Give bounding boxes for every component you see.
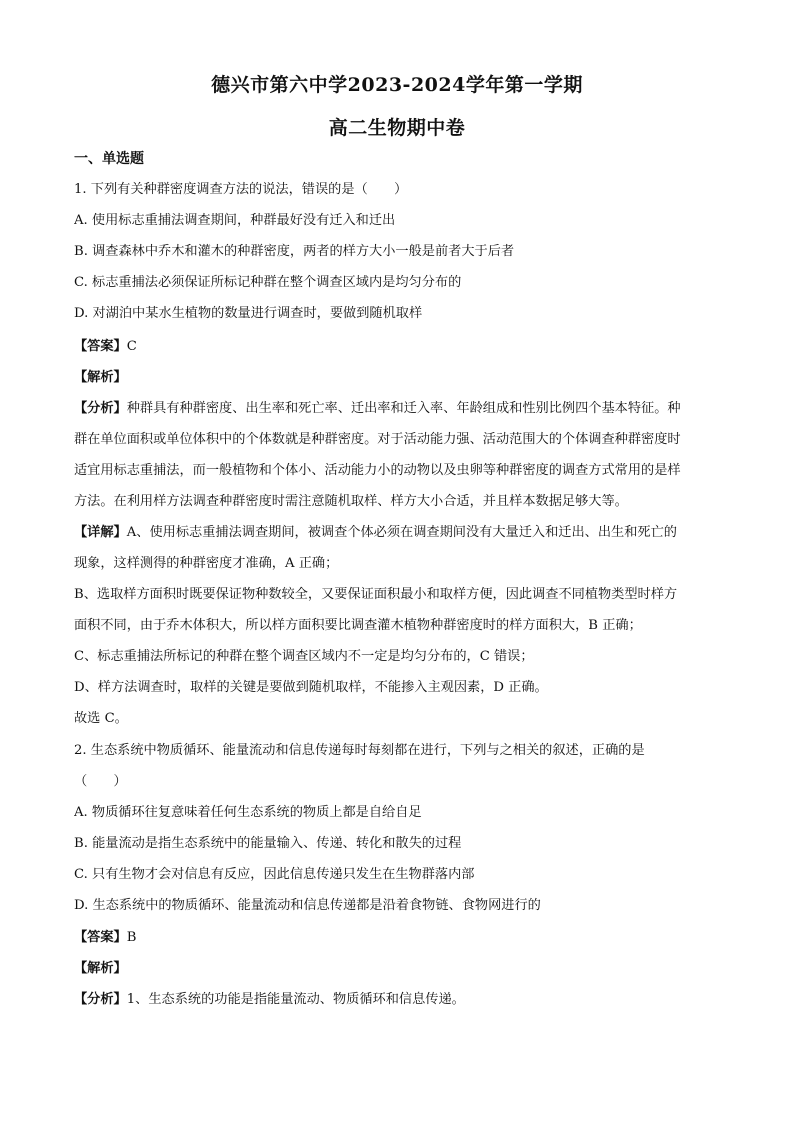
xiangjie-tag: 【详解】 <box>74 525 127 540</box>
answer-tag: 【答案】 <box>74 930 127 945</box>
question-2-answer <box>74 929 722 947</box>
question-1-xiangjie-line-2: 现象，这样测得的种群密度才准确，A 正确； <box>74 556 339 571</box>
answer-value: C <box>126 339 137 354</box>
answer-tag: 【答案】 <box>74 339 127 354</box>
question-1-option-c: C. 标志重捕法必须保证所标记种群在整个调查区域内是均匀分布的 <box>74 275 462 290</box>
fenxi-tag: 【分析】 <box>74 401 127 416</box>
question-1-fenxi-line-2: 群在单位面积或单位体积中的个体数就是种群密度。对于活动能力强、活动范围大的个体调查种群密度时 <box>74 432 681 447</box>
question-2-option-b: B. 能量流动是指生态系统中的能量输入、传递、转化和散失的过程 <box>74 836 462 851</box>
question-1-stem: 1. 下列有关种群密度调查方法的说法，错误的是（ ） <box>74 182 408 197</box>
question-1-xiangjie-line-3: B、选取样方面积时既要保证物种数较全，又要保证面积最小和取样方便，因此调查不同植物类型时样方 <box>74 587 678 602</box>
fenxi-tag: 【分析】 <box>74 992 127 1007</box>
question-2-stem-line-2: （ ） <box>74 774 127 789</box>
document-title: 德兴市第六中学2023-2024学年第一学期 <box>211 74 583 96</box>
question-1-fenxi-line-1 <box>74 400 722 418</box>
question-1-xiangjie-line-4: 面积不同，由于乔木体积大，所以样方面积要比调查灌木植物种群密度时的样方面积大，B 正确； <box>74 618 642 633</box>
question-2-fenxi-line-1 <box>74 991 722 1009</box>
question-1-xiangjie-line-6: D、样方法调查时，取样的关键是要做到随机取样，不能掺入主观因素，D 正确。 <box>74 680 548 695</box>
question-2-option-d: D. 生态系统中的物质循环、能量流动和信息传递都是沿着食物链、食物网进行的 <box>74 898 541 913</box>
question-1-xiangjie-line-5: C、标志重捕法所标记的种群在整个调查区域内不一定是均匀分布的，C 错误； <box>74 649 534 664</box>
fenxi-text: 种群具有种群密度、出生率和死亡率、迁出率和迁入率、年龄组成和性别比例四个基本特征。种 <box>126 401 681 416</box>
question-1-xiangjie-line-1 <box>74 524 722 542</box>
answer-value: B <box>126 930 137 945</box>
question-1-option-d: D. 对湖泊中某水生植物的数量进行调查时，要做到随机取样 <box>74 306 423 321</box>
fenxi-text: 1、生态系统的功能是指能量流动、物质循环和信息传递。 <box>126 992 465 1007</box>
question-2-stem-line-1: 2. 生态系统中物质循环、能量流动和信息传递每时每刻都在进行，下列与之相关的叙述，正确的是 <box>74 743 645 758</box>
xiangjie-text: A、使用标志重捕法调查期间，被调查个体必须在调查期间没有大量迁入和迁出、出生和死亡的 <box>126 525 677 540</box>
question-1-answer <box>74 338 722 356</box>
question-1-option-b: B. 调查森林中乔木和灌木的种群密度，两者的样方大小一般是前者大于后者 <box>74 244 515 259</box>
question-2-option-a: A. 物质循环往复意味着任何生态系统的物质上都是自给自足 <box>74 805 422 820</box>
question-1-analysis-tag: 【解析】 <box>74 370 127 385</box>
question-1-conclusion: 故选 C。 <box>74 711 128 726</box>
question-2-option-c: C. 只有生物才会对信息有反应，因此信息传递只发生在生物群落内部 <box>74 867 475 882</box>
question-1-fenxi-line-3: 适宜用标志重捕法，而一般植物和个体小、活动能力小的动物以及虫卵等种群密度的调查方式常用的是样 <box>74 463 681 478</box>
question-1-option-a: A. 使用标志重捕法调查期间，种群最好没有迁入和迁出 <box>74 213 396 228</box>
question-2-analysis-tag: 【解析】 <box>74 961 127 976</box>
section-heading: 一、单选题 <box>74 151 144 167</box>
question-1-fenxi-line-4: 方法。在利用样方法调查种群密度时需注意随机取样、样方大小合适，并且样本数据足够大等。 <box>74 494 628 509</box>
document-subtitle: 高二生物期中卷 <box>328 117 466 139</box>
